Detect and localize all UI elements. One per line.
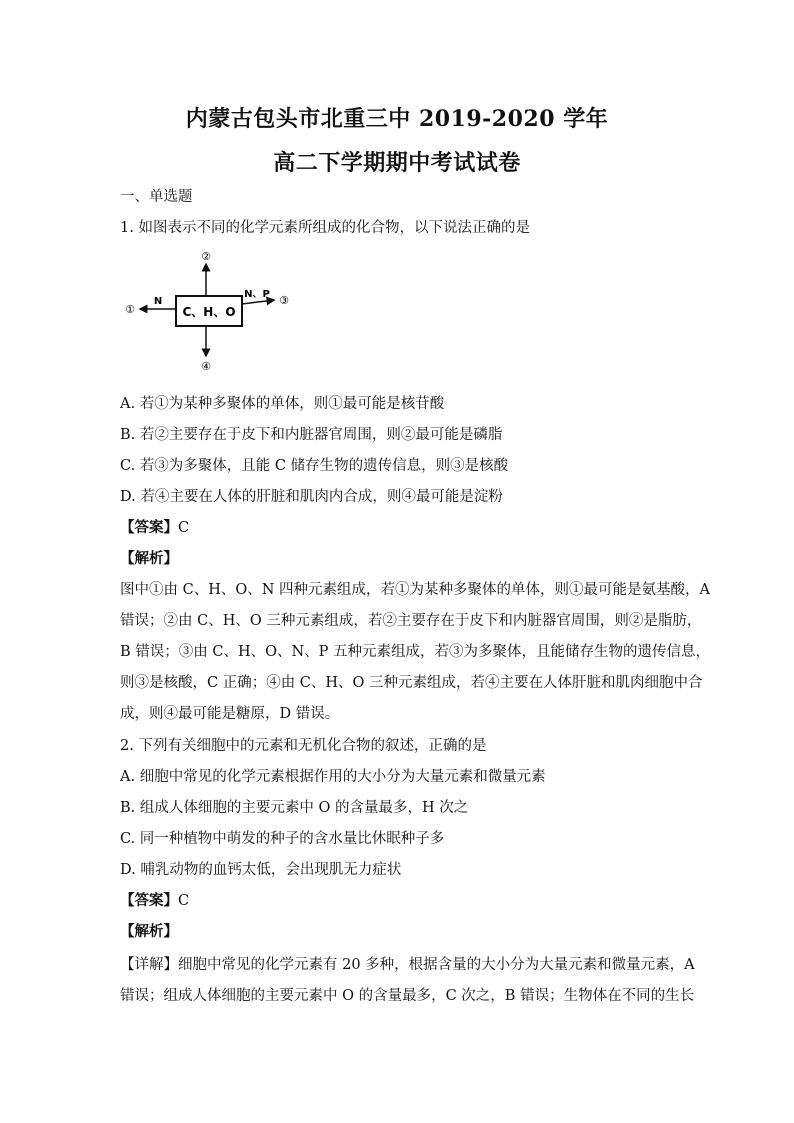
circle-4-label: ④ <box>201 360 211 373</box>
q1-diagram <box>120 248 300 378</box>
q1-diagram-svg <box>120 248 300 378</box>
q1-answer <box>120 518 189 538</box>
q2-option-a: A. 细胞中常见的化学元素根据作用的大小分为大量元素和微量元素 <box>120 769 546 785</box>
q1-option-b: B. 若②主要存在于皮下和内脏器官周围，则②最可能是磷脂 <box>120 427 503 443</box>
q2-analysis-line: 错误；组成人体细胞的主要元素中 O 的含量最多，C 次之，B 错误；生物体在不同的生长 <box>120 988 695 1004</box>
q2-stem: 2. 下列有关细胞中的元素和无机化合物的叙述，正确的是 <box>120 738 487 754</box>
q1-option-a: A. 若①为某种多聚体的单体，则①最可能是核苷酸 <box>120 396 445 412</box>
q1-analysis-line: B 错误；③由 C、H、O、N、P 五种元素组成，若③为多聚体，且能储存生物的遗传信息， <box>120 644 711 660</box>
q2-answer-value: C <box>178 893 190 909</box>
circle-2-label: ② <box>201 250 211 263</box>
circle-1-label: ① <box>125 303 135 316</box>
q1-analysis-line: 则③是核酸，C 正确；④由 C、H、O 三种元素组成，若④主要在人体肝脏和肌肉细胞中合 <box>120 675 703 691</box>
q1-analysis-line: 图中①由 C、H、O、N 四种元素组成，若①为某种多聚体的单体，则①最可能是氨基酸，A <box>120 582 711 598</box>
q1-answer-value: C <box>178 520 190 536</box>
q2-answer-label: 【答案】 <box>120 892 178 909</box>
q1-answer-label: 【答案】 <box>120 519 178 536</box>
q1-analysis-line: 成，则④最可能是糖原，D 错误。 <box>120 706 340 722</box>
q1-option-d: D. 若④主要在人体的肝脏和肌肉内合成，则④最可能是淀粉 <box>120 489 503 505</box>
q2-option-c: C. 同一种植物中萌发的种子的含水量比休眠种子多 <box>120 831 445 847</box>
q2-answer <box>120 891 189 911</box>
q2-option-b: B. 组成人体细胞的主要元素中 O 的含量最多，H 次之 <box>120 800 469 816</box>
q2-analysis-label: 【解析】 <box>120 923 178 940</box>
q1-option-c: C. 若③为多聚体，且能 C 储存生物的遗传信息，则③是核酸 <box>120 458 509 474</box>
q1-analysis-label: 【解析】 <box>120 550 178 567</box>
section-heading: 一、单选题 <box>120 189 193 205</box>
circle-3-label: ③ <box>279 294 289 307</box>
document-title-line2: 高二下学期期中考试试卷 <box>273 150 521 176</box>
document-title-line1: 内蒙古包头市北重三中 2019-2020 学年 <box>185 106 609 132</box>
q1-analysis-line: 错误；②由 C、H、O 三种元素组成，若②主要存在于皮下和内脏器官周围，则②是脂肪， <box>120 613 702 629</box>
diagram-box-label: C、H、O <box>182 305 236 319</box>
q2-analysis-line: 【详解】细胞中常见的化学元素有 20 多种，根据含量的大小分为大量元素和微量元素，A <box>120 957 695 973</box>
arrow-right <box>242 300 274 304</box>
q1-stem: 1. 如图表示不同的化学元素所组成的化合物，以下说法正确的是 <box>120 220 530 236</box>
left-element-label: N <box>153 296 163 307</box>
q2-option-d: D. 哺乳动物的血钙太低，会出现肌无力症状 <box>120 862 402 878</box>
right-element-label: N、P <box>244 289 270 300</box>
